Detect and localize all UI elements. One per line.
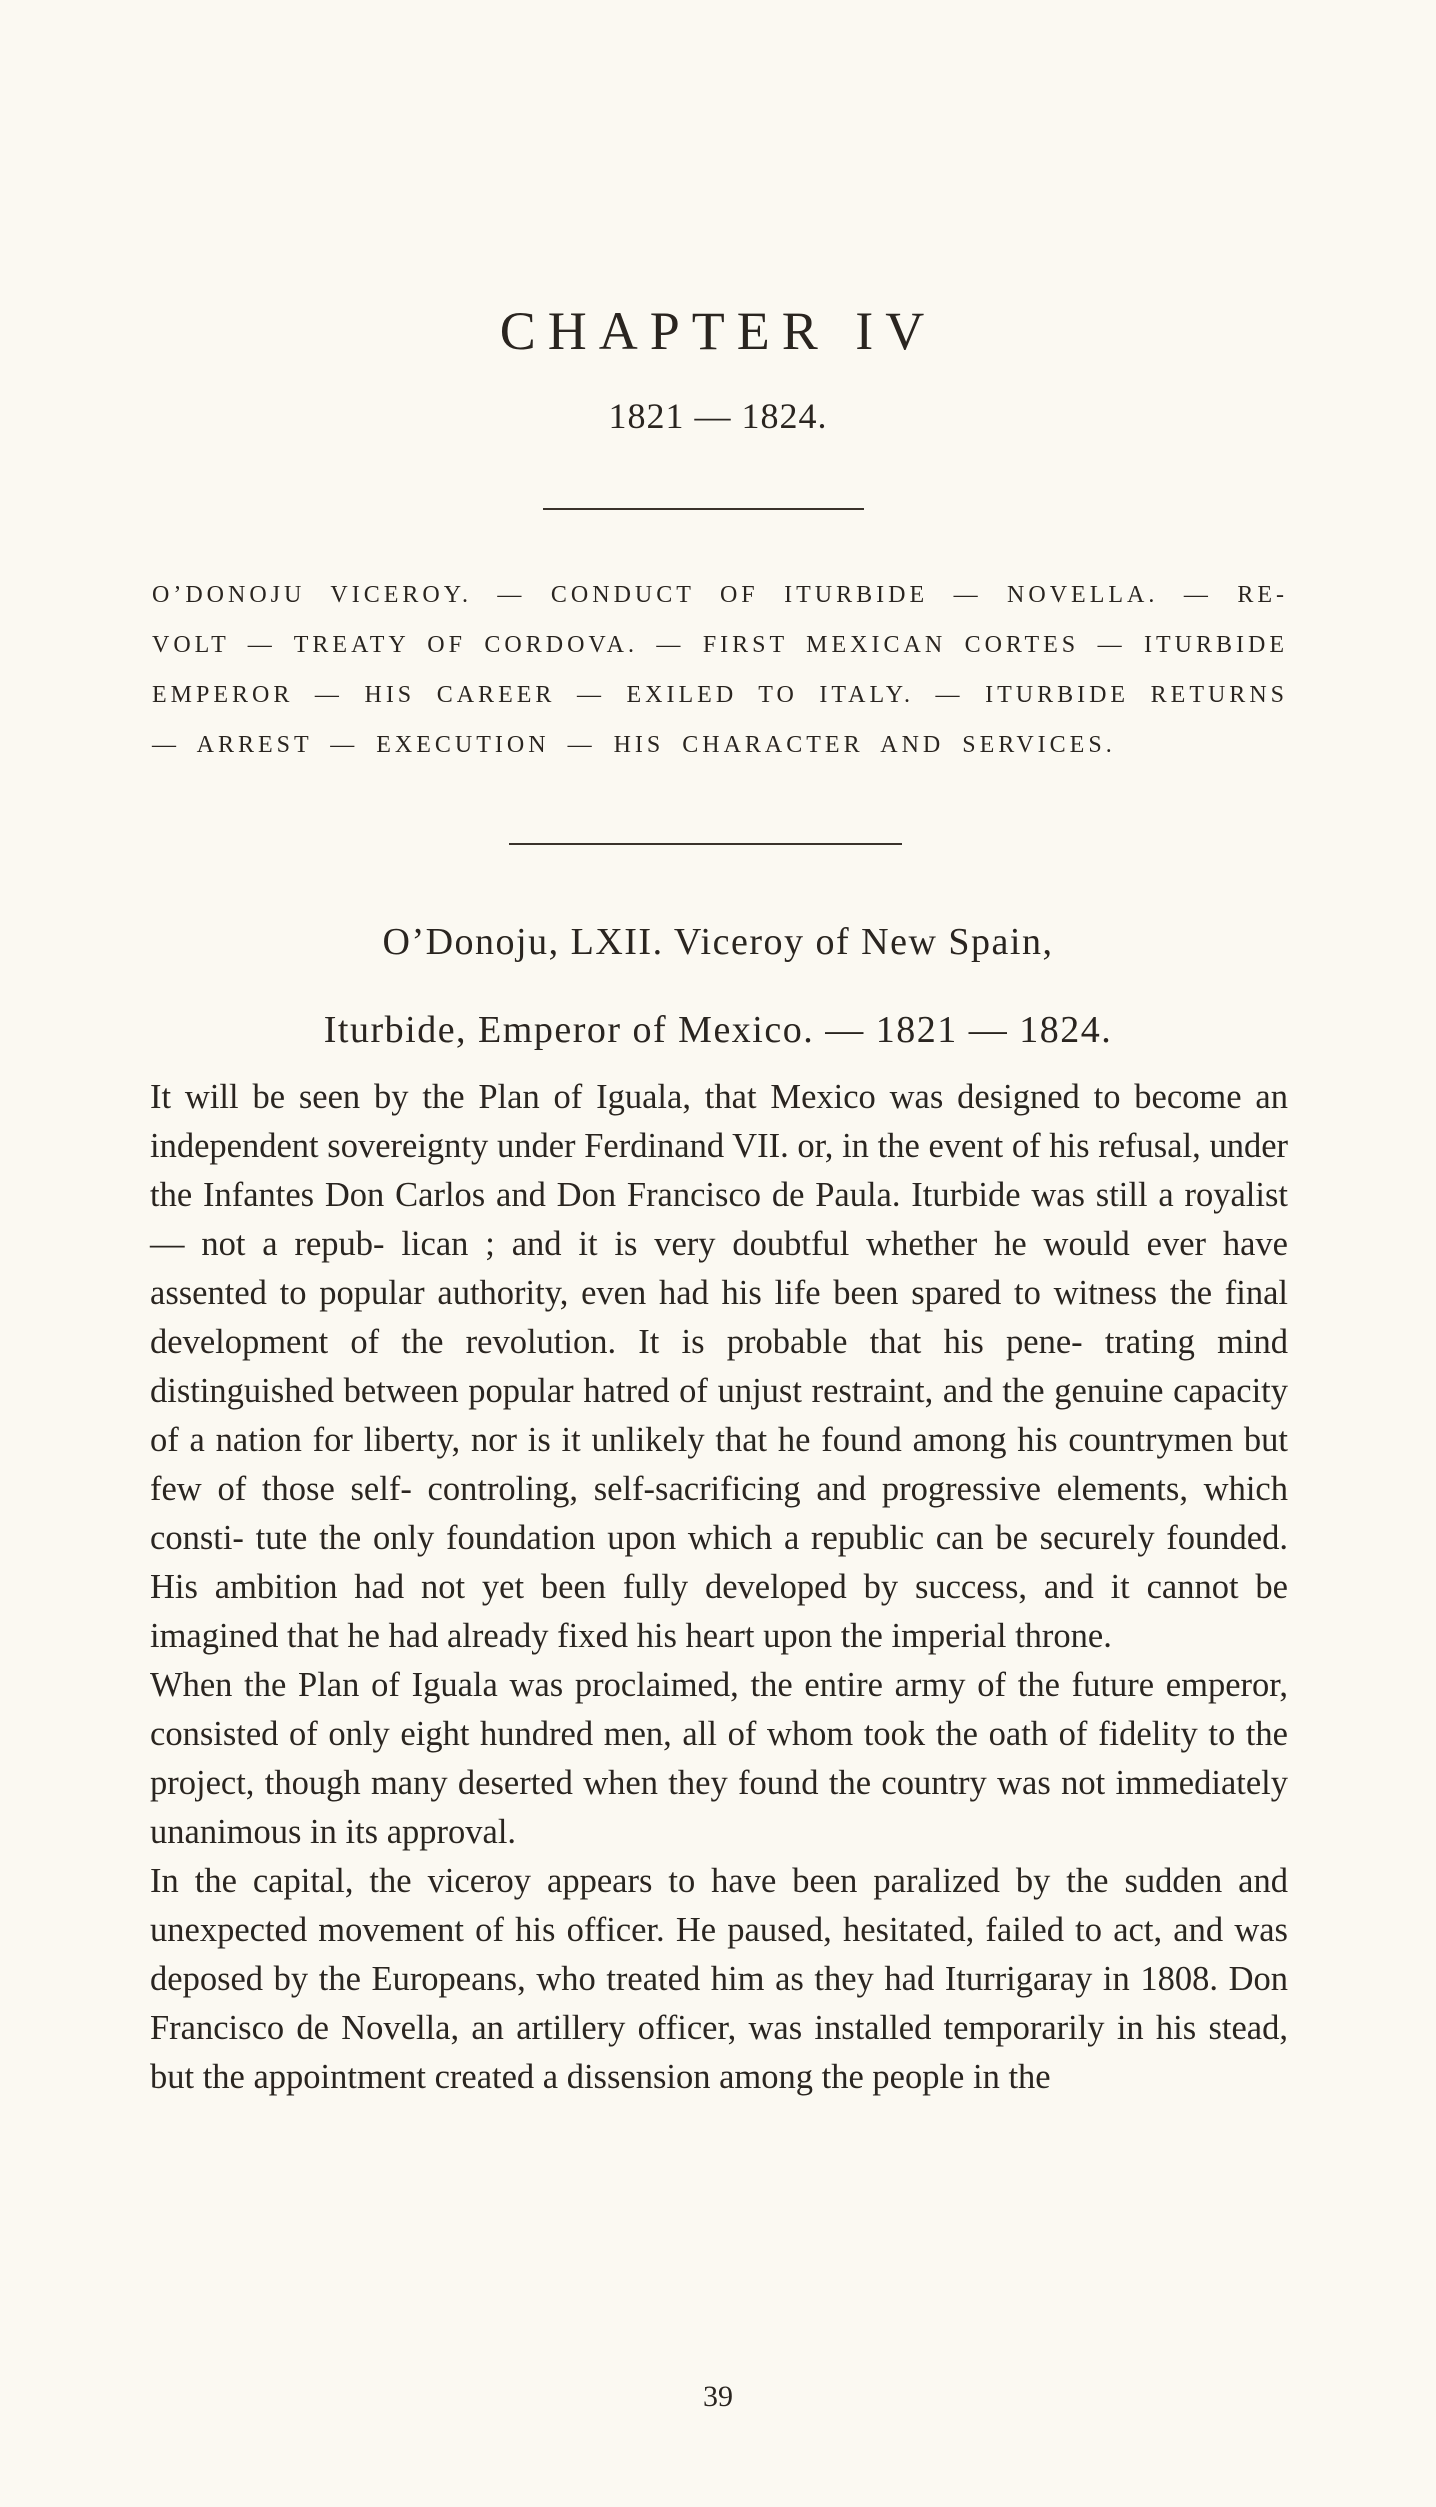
- divider-rule: [509, 843, 902, 845]
- chapter-years: 1821 — 1824.: [608, 396, 828, 436]
- section-heading-line-2: Iturbide, Emperor of Mexico. — 1821 — 1824.: [323, 1009, 1113, 1051]
- paragraph: When the Plan of Iguala was proclaimed, the entire army of the future emperor, consisted of only eight hundred men, all of whom took the oath of fidelity to the project, though many deserted when they found the country was not immediately unanimous in its approval.: [150, 1666, 1288, 1851]
- paragraph: In the capital, the viceroy appears to have been paralized by the sudden and unexpected movement of his officer. He paused, hesitated, failed to act, and was deposed by the Europeans, who treated him as they had Iturrigaray in 1808. Don Francisco de Novella, an artillery officer, was installed temporarily in his stead, but the appointment created a dissension among the people in the: [150, 1862, 1288, 2096]
- paragraph: It will be seen by the Plan of Iguala, that Mexico was designed to become an independent sovereignty under Ferdinand VII. or, in the event of his refusal, under the Infantes Don Carlos and Don Francisco de Paula. Iturbide was still a royalist — not a repub- lican ; and it is very doubtful whether he would ever have assented to popular authority, even had his life been spared to witness the final development of the revolution. It is probable that his pene- trating mind distinguished between popular hatred of unjust restraint, and the genuine capacity of a nation for liberty, nor is it unlikely that he found among his countrymen but few of those self- controling, self-sacrificing and progressive elements, which consti- tute the only foundation upon which a republic can be securely founded. His ambition had not yet been fully developed by success, and it cannot be imagined that he had already fixed his heart upon the imperial throne.: [150, 1078, 1288, 1655]
- body-text: [150, 1073, 1288, 2102]
- chapter-title: CHAPTER IV: [499, 301, 937, 361]
- chapter-summary: O’DONOJU VICEROY. — CONDUCT OF ITURBIDE — NOVELLA. — RE- VOLT — TREATY OF CORDOVA. — FIRST MEXICAN CORTES — ITURBIDE EMPEROR — HIS CAREER — EXILED TO ITALY. — ITURBIDE RETURNS — ARREST — EXECUTION — HIS CHARACTER AND SERVICES.: [152, 582, 1288, 758]
- divider-rule: [543, 508, 864, 510]
- section-heading-line-1: O’Donoju, LXII. Viceroy of New Spain,: [382, 921, 1054, 963]
- page-number: 39: [703, 2380, 733, 2413]
